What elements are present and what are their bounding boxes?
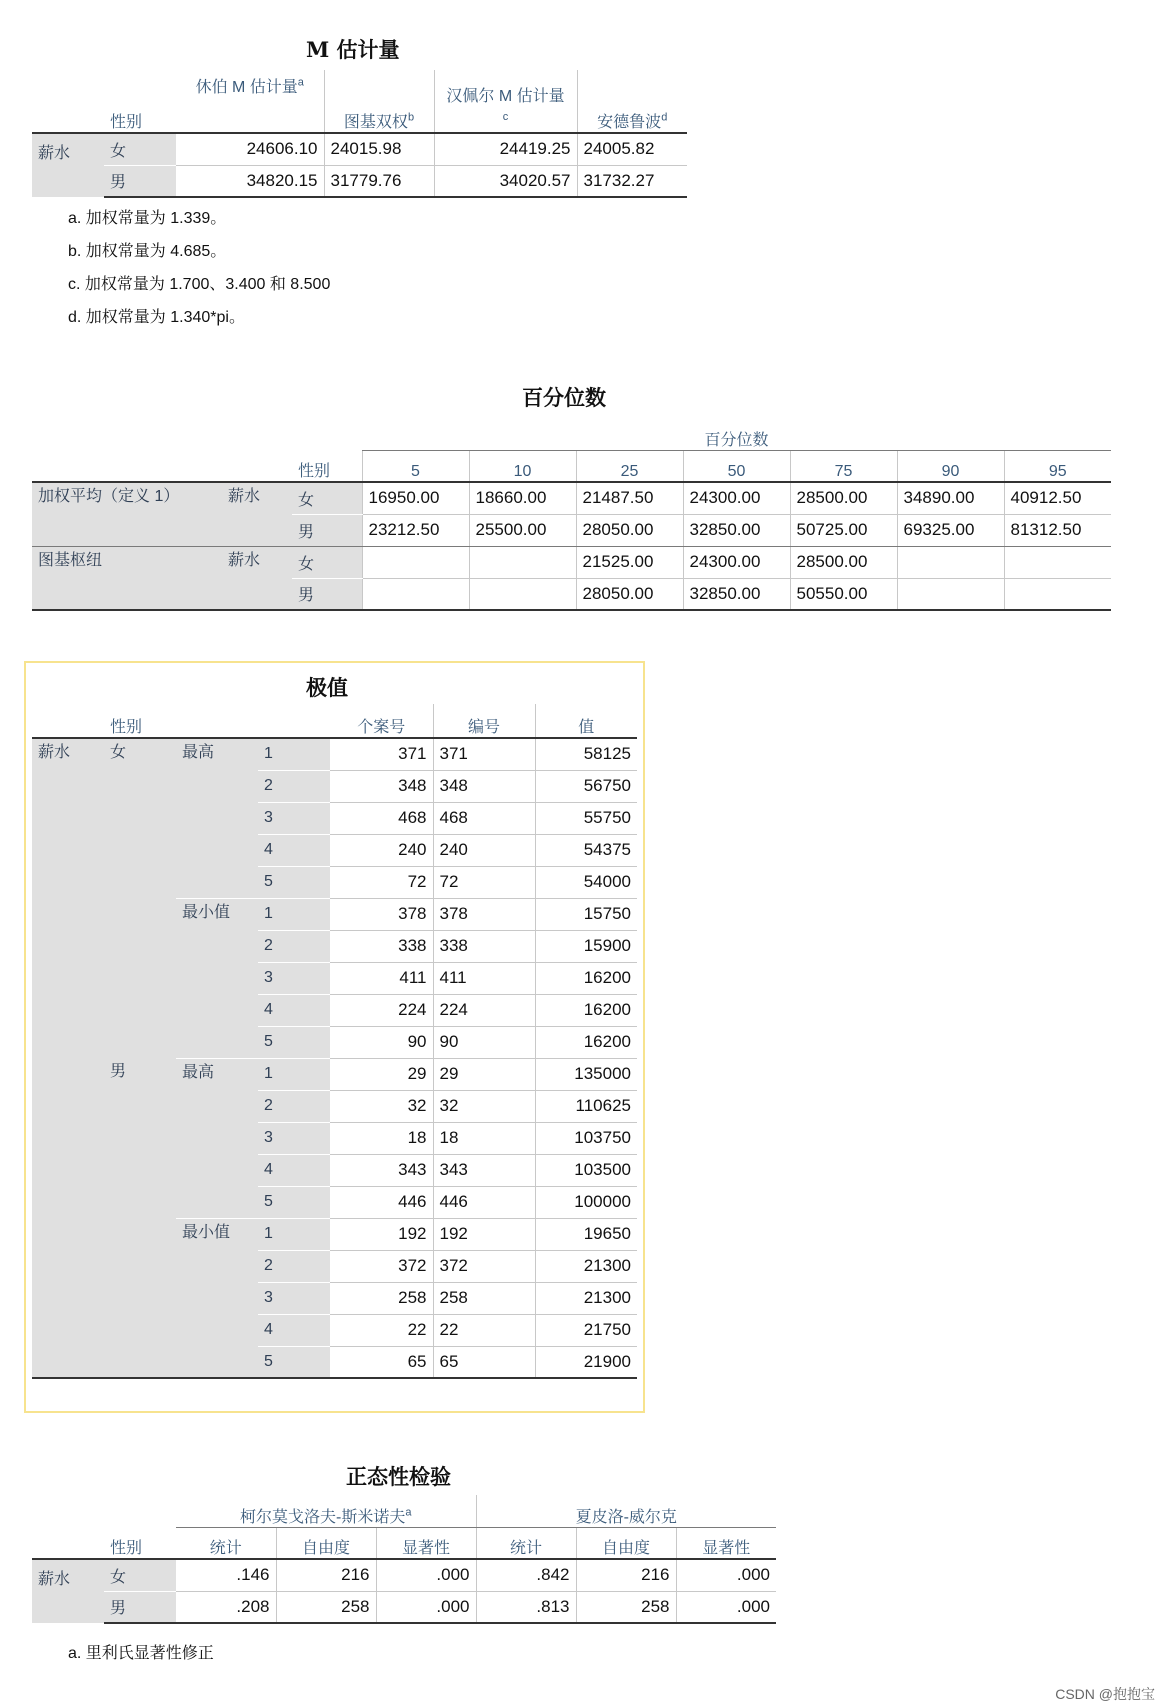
extremes-block [32, 704, 637, 1379]
rank-cell: 1 [258, 1218, 330, 1250]
gender-header: 性别 [110, 1540, 143, 1557]
m-row-male: 男 34820.15 31779.76 34020.57 31732.27 [32, 165, 687, 197]
rank-cell: 2 [258, 1250, 330, 1282]
extreme-kind-label: 最高 [176, 738, 258, 898]
id-number: 468 [433, 802, 535, 834]
variable-label: 薪水 [32, 1559, 104, 1623]
case-number: 258 [330, 1282, 433, 1314]
andrews-header: 安德鲁波$^d$ [577, 70, 687, 133]
case-number: 192 [330, 1218, 433, 1250]
normality-block [32, 1495, 776, 1624]
rank-cell: 3 [258, 962, 330, 994]
gender-cell: 男 [104, 1058, 176, 1378]
id-number: 240 [433, 834, 535, 866]
salary-value: 21750 [535, 1314, 637, 1346]
salary-value: 55750 [535, 802, 637, 834]
m-estimators-title: M 估计量 [306, 37, 400, 62]
variable-label: 薪水 [32, 133, 104, 197]
salary-value: 21300 [535, 1282, 637, 1314]
id-number: 65 [433, 1346, 535, 1378]
watermark: CSDN @抱抱宝 [1055, 1686, 1155, 1702]
case-number: 90 [330, 1026, 433, 1058]
salary-value: 54000 [535, 866, 637, 898]
id-number: 446 [433, 1186, 535, 1218]
extremes-table [32, 704, 637, 1379]
tukey-header: 图基双权$^b$ [324, 70, 434, 133]
normality-title: 正态性检验 [346, 1464, 451, 1489]
case-number: 468 [330, 802, 433, 834]
salary-value: 21900 [535, 1346, 637, 1378]
id-number: 192 [433, 1218, 535, 1250]
extreme-kind-label: 最小值 [176, 1218, 258, 1378]
id-number: 348 [433, 770, 535, 802]
id-number: 72 [433, 866, 535, 898]
case-number: 32 [330, 1090, 433, 1122]
salary-value: 54375 [535, 834, 637, 866]
id-number: 224 [433, 994, 535, 1026]
percentiles-title: 百分位数 [522, 385, 606, 410]
case-number: 22 [330, 1314, 433, 1346]
rank-cell: 3 [258, 1122, 330, 1154]
id-number: 378 [433, 898, 535, 930]
case-number: 372 [330, 1250, 433, 1282]
percentiles-group-header: 百分位数 [362, 418, 1111, 450]
id-number: 29 [433, 1058, 535, 1090]
percentile-row: 图基枢纽 薪水 女 21525.00 24300.00 28500.00 [32, 546, 1111, 578]
rank-cell: 1 [258, 738, 330, 770]
gender-cell: 女 [104, 133, 176, 165]
salary-value: 103500 [535, 1154, 637, 1186]
salary-value: 16200 [535, 994, 637, 1026]
footnote-c: c. 加权常量为 1.700、3.400 和 8.500 [68, 276, 331, 293]
case-number: 348 [330, 770, 433, 802]
id-number: 372 [433, 1250, 535, 1282]
rank-cell: 1 [258, 1058, 330, 1090]
rank-cell: 1 [258, 898, 330, 930]
footnote-d: d. 加权常量为 1.340*pi。 [68, 309, 245, 326]
id-number: 338 [433, 930, 535, 962]
hampel-header: 汉佩尔 M 估计量$^c$ [434, 70, 577, 133]
salary-value: 103750 [535, 1122, 637, 1154]
rank-cell: 5 [258, 1026, 330, 1058]
case-number: 65 [330, 1346, 433, 1378]
case-header: 个案号 [357, 719, 406, 736]
case-number: 446 [330, 1186, 433, 1218]
salary-value: 100000 [535, 1186, 637, 1218]
gender-cell: 男 [104, 165, 176, 197]
m-estimators-block [32, 70, 687, 198]
normality-table: 柯尔莫戈洛夫-斯米诺夫$^a$ 夏皮洛-威尔克 性别 统计 自由度 显著性 统计 自由度 显著性 薪水 女 .146 216 .000 .842 216 .000 男 .208 258 .000 .813 258 .000 [32, 1495, 776, 1624]
percentile-row: 加权平均（定义 1） 薪水 女 16950.00 18660.00 21487.50 24300.00 28500.00 34890.00 40912.50 [32, 482, 1111, 514]
id-header: 编号 [433, 704, 535, 738]
rank-cell: 5 [258, 1186, 330, 1218]
extreme-row [32, 1058, 637, 1090]
normality-row-female: 薪水 女 .146 216 .000 .842 216 .000 [32, 1559, 776, 1591]
rank-cell: 5 [258, 866, 330, 898]
case-number: 72 [330, 866, 433, 898]
rank-cell: 2 [258, 1090, 330, 1122]
method-label: 图基枢纽 [32, 546, 222, 610]
percentile-row: 男 23212.50 25500.00 28050.00 32850.00 50725.00 69325.00 81312.50 [32, 514, 1111, 546]
gender-header: 性别 [298, 463, 331, 480]
rank-cell: 3 [258, 802, 330, 834]
salary-value: 15750 [535, 898, 637, 930]
salary-value: 56750 [535, 770, 637, 802]
variable-label: 薪水 [222, 482, 292, 546]
gender-cell: 女 [104, 738, 176, 1058]
normality-row-male: 男 .208 258 .000 .813 258 .000 [32, 1591, 776, 1623]
salary-value: 16200 [535, 1026, 637, 1058]
extreme-row [32, 738, 637, 770]
id-number: 22 [433, 1314, 535, 1346]
percentiles-block [32, 418, 1111, 611]
rank-cell: 4 [258, 1154, 330, 1186]
id-number: 32 [433, 1090, 535, 1122]
salary-value: 135000 [535, 1058, 637, 1090]
id-number: 18 [433, 1122, 535, 1154]
salary-value: 16200 [535, 962, 637, 994]
id-number: 371 [433, 738, 535, 770]
id-number: 258 [433, 1282, 535, 1314]
method-label: 加权平均（定义 1） [32, 482, 222, 546]
case-number: 371 [330, 738, 433, 770]
normality-footnote: a. 里利氏显著性修正 [68, 1645, 214, 1662]
ks-header: 柯尔莫戈洛夫-斯米诺夫$^a$ [176, 1495, 476, 1527]
id-number: 411 [433, 962, 535, 994]
gender-header: 性别 [110, 114, 143, 131]
gender-header: 性别 [110, 719, 143, 736]
salary-value: 15900 [535, 930, 637, 962]
percentiles-table: 百分位数 性别 5 10 25 50 75 90 95 加权平均（定义 1） 薪水 女 16950.00 18660.00 21487.50 24300.00 28500.00 34890.00 40912.50 男 23212.50 25500.00 28050.00 32850.00 50725.00 69325.00 81312.50 图基枢纽 薪水 女 21525.00 24300.00 28500.00 男 28050.00 32850.00 50550.00 [32, 418, 1111, 611]
id-number: 90 [433, 1026, 535, 1058]
value-header: 值 [535, 704, 637, 738]
rank-cell: 2 [258, 930, 330, 962]
rank-cell: 3 [258, 1282, 330, 1314]
case-number: 338 [330, 930, 433, 962]
extreme-kind-label: 最小值 [176, 898, 258, 1058]
extremes-title: 极值 [306, 675, 348, 700]
salary-value: 21300 [535, 1250, 637, 1282]
id-number: 343 [433, 1154, 535, 1186]
case-number: 29 [330, 1058, 433, 1090]
sw-header: 夏皮洛-威尔克 [476, 1495, 776, 1527]
variable-label: 薪水 [222, 546, 292, 610]
rank-cell: 4 [258, 834, 330, 866]
salary-value: 19650 [535, 1218, 637, 1250]
rank-cell: 5 [258, 1346, 330, 1378]
m-row-female: 薪水 女 24606.10 24015.98 24419.25 24005.82 [32, 133, 687, 165]
case-number: 18 [330, 1122, 433, 1154]
rank-cell: 2 [258, 770, 330, 802]
percentile-row: 男 28050.00 32850.00 50550.00 [32, 578, 1111, 610]
footnote-a: a. 加权常量为 1.339。 [68, 210, 227, 227]
case-number: 343 [330, 1154, 433, 1186]
salary-value: 110625 [535, 1090, 637, 1122]
huber-header: 休伯 M 估计量$^a$ [195, 76, 304, 96]
variable-label: 薪水 [32, 738, 104, 1378]
footnote-b: b. 加权常量为 4.685。 [68, 243, 227, 260]
m-estimators-table [32, 70, 687, 198]
salary-value: 58125 [535, 738, 637, 770]
rank-cell: 4 [258, 994, 330, 1026]
case-number: 240 [330, 834, 433, 866]
case-number: 224 [330, 994, 433, 1026]
case-number: 411 [330, 962, 433, 994]
extreme-kind-label: 最高 [176, 1058, 258, 1218]
rank-cell: 4 [258, 1314, 330, 1346]
case-number: 378 [330, 898, 433, 930]
